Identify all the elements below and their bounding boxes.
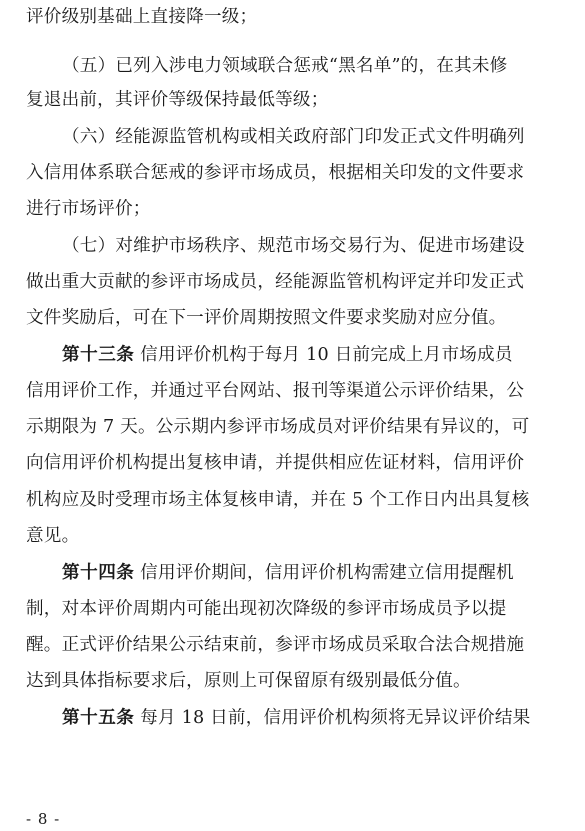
line-text: 做出重大贡献的参评市场成员，经能源监管机构评定并印发正式 xyxy=(26,272,525,292)
paragraph-line xyxy=(26,198,559,220)
line-text: 示期限为 7 天。公示期内参评市场成员对评价结果有异议的，可 xyxy=(26,417,530,437)
line-text: 文件奖励后，可在下一评价周期按照文件要求奖励对应分值。 xyxy=(26,308,507,328)
line-text: 进行市场评价； xyxy=(26,199,151,219)
paragraph-line xyxy=(62,55,559,77)
line-text: 每月 18 日前，信用评价机构须将无异议评价结果 xyxy=(134,708,531,728)
line-text: （七）对维护市场秩序、规范市场交易行为、促进市场建设 xyxy=(62,236,525,256)
paragraph-line xyxy=(62,126,559,148)
paragraph-line xyxy=(26,162,559,184)
article-heading: 第十三条 xyxy=(62,345,135,365)
paragraph-line xyxy=(26,6,559,28)
paragraph-line xyxy=(26,452,559,474)
line-text: 复退出前，其评价等级保持最低等级； xyxy=(26,90,329,110)
paragraph-line xyxy=(26,271,559,293)
line-text: （五）已列入涉电力领域联合惩戒“黑名单”的，在其未修 xyxy=(62,56,508,76)
line-text: 信用评价期间，信用评价机构需建立信用提醒机 xyxy=(134,563,514,583)
page-number: - 8 - xyxy=(26,810,61,828)
line-text: 向信用评价机构提出复核申请，并提供相应佐证材料，信用评价 xyxy=(26,453,525,473)
line-text: 意见。 xyxy=(26,526,80,546)
paragraph-line xyxy=(26,598,559,620)
article-15-line xyxy=(62,707,559,729)
article-heading: 第十四条 xyxy=(62,563,135,583)
paragraph-line xyxy=(26,380,559,402)
paragraph-line xyxy=(26,416,559,438)
article-heading: 第十五条 xyxy=(62,708,135,728)
article-14-line xyxy=(62,562,559,584)
line-text: 机构应及时受理市场主体复核申请，并在 5 个工作日内出具复核 xyxy=(26,490,530,510)
line-text: 达到具体指标要求后，原则上可保留原有级别最低分值。 xyxy=(26,671,471,691)
line-text: 评价级别基础上直接降一级； xyxy=(26,7,258,27)
paragraph-line xyxy=(26,489,559,511)
line-text: 信用评价工作，并通过平台网站、报刊等渠道公示评价结果，公 xyxy=(26,381,525,401)
line-text: （六）经能源监管机构或相关政府部门印发正式文件明确列 xyxy=(62,127,525,147)
paragraph-line xyxy=(26,89,559,111)
line-text: 醒。正式评价结果公示结束前，参评市场成员采取合法合规措施 xyxy=(26,635,525,655)
line-text: 入信用体系联合惩戒的参评市场成员，根据相关印发的文件要求 xyxy=(26,163,525,183)
paragraph-line xyxy=(26,307,559,329)
line-text: 信用评价机构于每月 10 日前完成上月市场成员 xyxy=(134,345,513,365)
article-13-line xyxy=(62,344,559,366)
paragraph-line xyxy=(26,634,559,656)
paragraph-line xyxy=(26,670,559,692)
paragraph-line xyxy=(62,235,559,257)
line-text: 制，对本评价周期内可能出现初次降级的参评市场成员予以提 xyxy=(26,599,507,619)
paragraph-line xyxy=(26,525,559,547)
